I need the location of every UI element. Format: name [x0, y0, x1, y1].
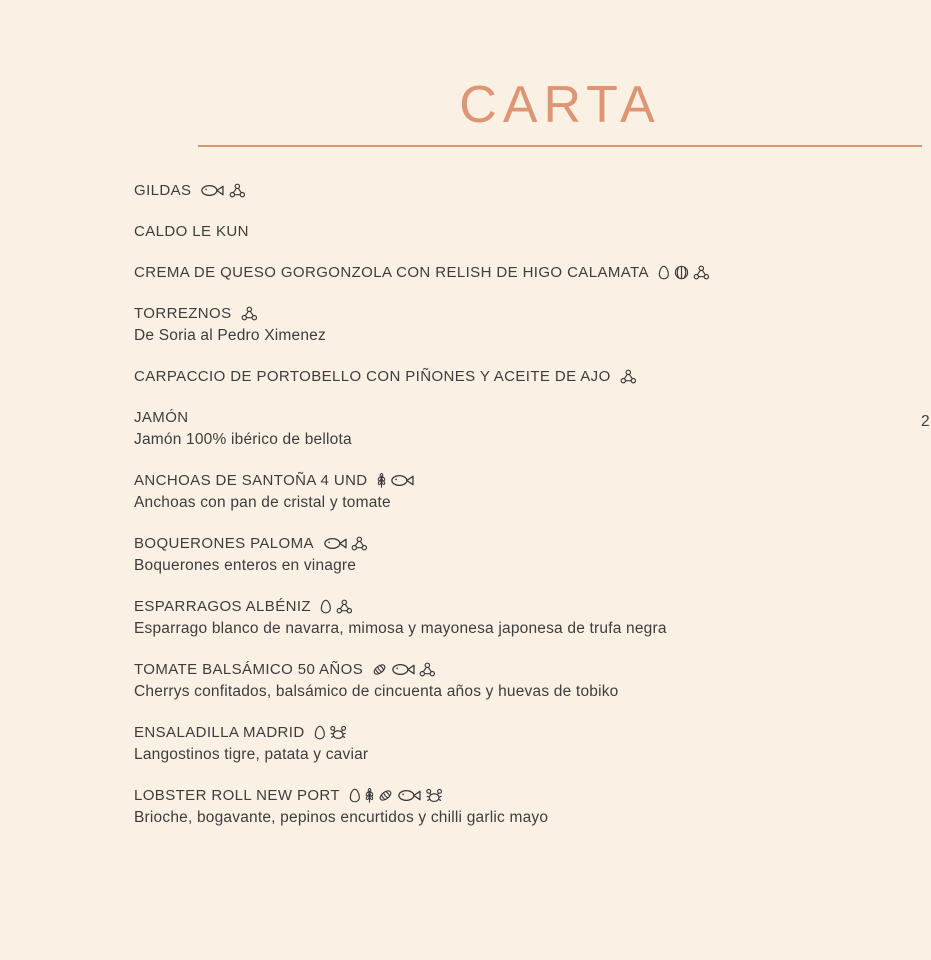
allergen-icons	[320, 599, 352, 614]
egg-icon	[349, 788, 361, 803]
nuts-icon	[378, 788, 393, 803]
menu-item-name: GILDAS	[134, 182, 192, 199]
menu-item-description: Boquerones enteros en vinagre	[134, 557, 357, 574]
fish-icon	[323, 536, 347, 551]
menu-item-description: Jamón 100% ibérico de bellota	[134, 431, 352, 448]
allergen-icons	[349, 788, 443, 803]
menu-item	[134, 180, 891, 201]
nuts-icon	[372, 662, 387, 677]
allergen-icons	[200, 183, 245, 198]
sulfites-icon	[620, 369, 637, 384]
sulfites-icon	[351, 536, 368, 551]
menu-item-name: ANCHOAS DE SANTOÑA 4 UND	[134, 472, 368, 489]
allergen-icons	[314, 725, 348, 740]
menu-item-name: TOMATE BALSÁMICO 50 AÑOS	[134, 661, 364, 678]
page-title: CARTA	[459, 76, 661, 134]
sulfites-icon	[229, 183, 246, 198]
menu-item	[134, 407, 891, 450]
sulfites-icon	[336, 599, 353, 614]
menu-item-description: Brioche, bogavante, pepinos encurtidos y chilli garlic mayo	[134, 809, 549, 826]
menu-item-name: TORREZNOS	[134, 305, 232, 322]
menu-item-name: ENSALADILLA MADRID	[134, 724, 305, 741]
menu-list	[134, 180, 891, 828]
menu-item-name: JAMÓN	[134, 409, 189, 426]
allergen-icons	[620, 369, 637, 384]
title-underline	[198, 145, 922, 147]
menu-item-description: Cherrys confitados, balsámico de cincuenta años y huevas de tobiko	[134, 683, 619, 700]
menu-item-description: Esparrago blanco de navarra, mimosa y mayonesa japonesa de trufa negra	[134, 620, 667, 637]
fish-icon	[397, 788, 421, 803]
allergen-icons	[241, 306, 258, 321]
menu-item	[134, 785, 891, 828]
menu-item	[134, 303, 891, 346]
egg-icon	[314, 725, 326, 740]
gluten-icon	[377, 473, 386, 488]
menu-item	[134, 533, 891, 576]
menu-item	[134, 221, 891, 242]
egg-icon	[658, 265, 670, 280]
sulfites-icon	[419, 662, 436, 677]
menu-item-description: Langostinos tigre, patata y caviar	[134, 746, 369, 763]
allergen-icons	[658, 265, 709, 280]
menu-item-name: CARPACCIO DE PORTOBELLO CON PIÑONES Y ACEITE DE AJO	[134, 368, 611, 385]
menu-item-name: BOQUERONES PALOMA	[134, 535, 314, 552]
menu-item	[134, 722, 891, 765]
menu-item	[134, 596, 891, 639]
menu-header	[0, 0, 931, 147]
fish-icon	[390, 473, 414, 488]
sulfites-icon	[241, 306, 258, 321]
menu-item-description: De Soria al Pedro Ximenez	[134, 327, 326, 344]
menu-item-name: ESPARRAGOS ALBÉNIZ	[134, 598, 311, 615]
gluten-icon	[365, 788, 374, 803]
sulfites-icon	[693, 265, 710, 280]
menu-item	[134, 659, 891, 702]
fish-icon	[200, 183, 224, 198]
price-fragment: 2	[921, 413, 930, 430]
menu-item-name: CALDO LE KUN	[134, 223, 249, 240]
menu-item	[134, 366, 891, 387]
crustacean-icon	[329, 725, 347, 740]
allergen-icons	[323, 536, 368, 551]
allergen-icons	[372, 662, 436, 677]
menu-item-name: LOBSTER ROLL NEW PORT	[134, 787, 340, 804]
menu-item-description: Anchoas con pan de cristal y tomate	[134, 494, 391, 511]
menu-item	[134, 262, 891, 283]
egg-icon	[320, 599, 332, 614]
milk-icon	[674, 265, 689, 280]
allergen-icons	[377, 473, 414, 488]
menu-item	[134, 470, 891, 513]
menu-item-name: CREMA DE QUESO GORGONZOLA CON RELISH DE HIGO CALAMATA	[134, 264, 649, 281]
fish-icon	[391, 662, 415, 677]
crustacean-icon	[425, 788, 443, 803]
